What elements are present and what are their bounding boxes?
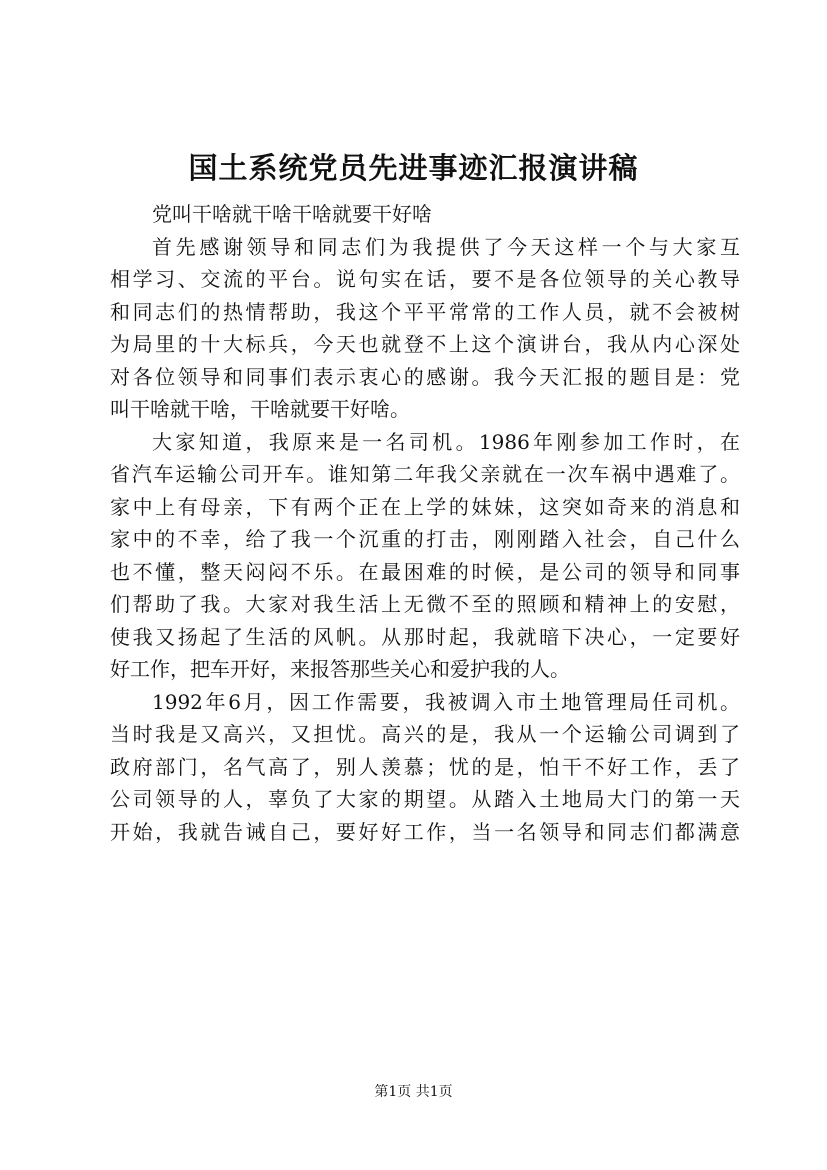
paragraph-line: 政府部门，名气高了，别人羡慕；忧的是，怕干不好工作，丢了 — [110, 754, 740, 779]
paragraph-line: 使我又扬起了生活的风帆。从那时起，我就暗下决心，一定要好 — [110, 624, 740, 649]
document-subtitle: 党叫干啥就干啥干啥就要干好啥 — [152, 202, 432, 226]
paragraph-line: 家中上有母亲，下有两个正在上学的妹妹，这突如奇来的消息和 — [110, 494, 740, 519]
paragraph-line: 和同志们的热情帮助，我这个平平常常的工作人员，就不会被树 — [110, 299, 740, 324]
paragraph-line: 为局里的十大标兵，今天也就登不上这个演讲台，我从内心深处 — [110, 332, 740, 356]
paragraph-line: 省汽车运输公司开车。谁知第二年我父亲就在一次车祸中遇难了。 — [110, 462, 740, 486]
paragraph-line: 们帮助了我。大家对我生活上无微不至的照顾和精神上的安慰， — [110, 592, 740, 616]
paragraph-line: 家中的不幸，给了我一个沉重的打击，刚刚踏入社会，自己什么 — [110, 527, 740, 551]
document-title: 国土系统党员先进事迹汇报演讲稿 — [188, 151, 639, 185]
paragraph-line: 当时我是又高兴，又担忧。高兴的是，我从一个运输公司调到了 — [110, 722, 740, 746]
paragraph-line: 1992年6月，因工作需要，我被调入市土地管理局任司机。 — [152, 689, 740, 714]
page-footer: 第1页 共1页 — [374, 1084, 453, 1100]
document-body — [110, 198, 740, 848]
paragraph-line: 大家知道，我原来是一名司机。1986年刚参加工作时，在 — [152, 429, 740, 454]
paragraph-line: 公司领导的人，辜负了大家的期望。从踏入土地局大门的第一天 — [110, 787, 740, 811]
paragraph-line: 好工作，把车开好，来报答那些关心和爱护我的人。 — [110, 657, 570, 681]
paragraph-line: 对各位领导和同事们表示衷心的感谢。我今天汇报的题目是：党 — [110, 364, 740, 389]
paragraph-line: 也不懂，整天闷闷不乐。在最困难的时候，是公司的领导和同事 — [110, 559, 740, 584]
paragraph-line: 首先感谢领导和同志们为我提供了今天这样一个与大家互 — [152, 234, 740, 259]
paragraph-line: 开始，我就告诫自己，要好好工作，当一名领导和同志们都满意 — [110, 819, 740, 844]
paragraph-line: 叫干啥就干啥，干啥就要干好啥。 — [110, 397, 410, 421]
paragraph-line: 相学习、交流的平台。说句实在话，要不是各位领导的关心教导 — [110, 267, 740, 291]
